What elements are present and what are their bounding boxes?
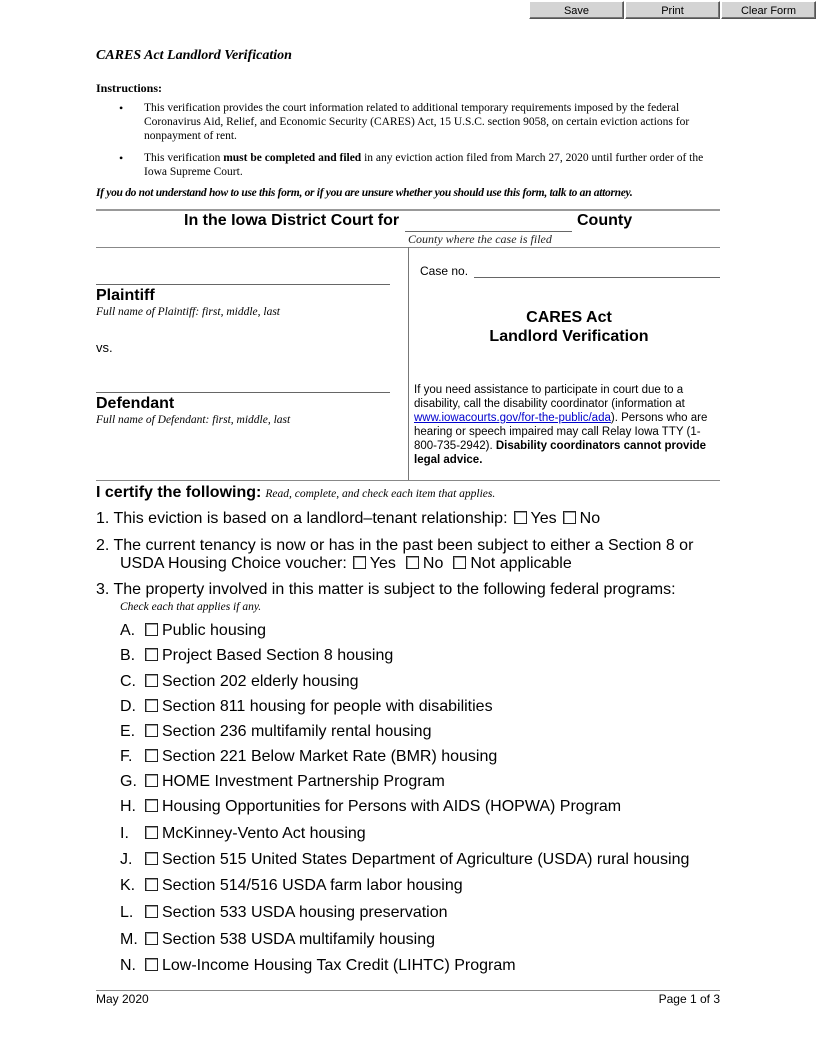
instruction-2: This verification must be completed and filed in any eviction action filed from March 27, 2020 until further order of the Iowa Supreme Court.: [144, 152, 704, 178]
question-2-line-1: 2. The current tenancy is now or has in the past been subject to either a Section 8 or: [96, 537, 694, 554]
program-letter: F.: [120, 748, 133, 765]
program-letter: J.: [120, 851, 133, 868]
program-item: [120, 698, 493, 716]
county-label: County: [577, 212, 633, 229]
program-label: Low-Income Housing Tax Credit (LIHTC) Program: [162, 957, 516, 974]
program-letter: K.: [120, 877, 136, 894]
plaintiff-hint: Full name of Plaintiff: first, middle, last: [96, 306, 280, 318]
program-letter: I.: [120, 825, 129, 842]
save-button[interactable]: Save: [529, 1, 624, 19]
program-letter: H.: [120, 798, 136, 815]
plaintiff-label: Plaintiff: [96, 287, 155, 304]
program-letter: G.: [120, 773, 137, 790]
program-checkbox[interactable]: [145, 958, 158, 971]
program-letter: E.: [120, 723, 136, 740]
program-checkbox[interactable]: [145, 699, 158, 712]
bullet-icon: •: [119, 151, 124, 165]
q1-yes-checkbox[interactable]: [514, 511, 527, 524]
program-item: [120, 622, 266, 640]
footer-page-number: Page 1 of 3: [658, 992, 720, 1006]
program-checkbox[interactable]: [145, 724, 158, 737]
defendant-hint: Full name of Defendant: first, middle, last: [96, 414, 291, 426]
program-checkbox[interactable]: [145, 648, 158, 661]
program-item: [120, 904, 448, 922]
program-checkbox[interactable]: [145, 826, 158, 839]
program-label: HOME Investment Partnership Program: [162, 773, 445, 790]
versus-label: vs.: [96, 340, 113, 355]
program-item: [120, 723, 431, 741]
caption-divider: [408, 247, 409, 480]
program-checkbox[interactable]: [145, 932, 158, 945]
question-2-line-2: USDA Housing Choice voucher: Yes No Not applicable: [120, 555, 572, 572]
program-label: Project Based Section 8 housing: [162, 647, 394, 664]
program-checkbox[interactable]: [145, 878, 158, 891]
program-checkbox[interactable]: [145, 623, 158, 636]
defendant-label: Defendant: [96, 395, 175, 412]
program-checkbox[interactable]: [145, 674, 158, 687]
program-label: McKinney-Vento Act housing: [162, 825, 366, 842]
program-label: Section 514/516 USDA farm labor housing: [162, 877, 463, 894]
footer-divider: [96, 990, 720, 991]
program-item: [120, 773, 445, 791]
footer-date: May 2020: [96, 992, 149, 1006]
program-letter: M.: [120, 931, 138, 948]
program-label: Section 221 Below Market Rate (BMR) housing: [162, 748, 498, 765]
defendant-input[interactable]: [96, 392, 390, 393]
program-label: Section 236 multifamily rental housing: [162, 723, 432, 740]
instruction-1: This verification provides the court information related to additional temporary requirements imposed by the federal Coronavirus Aid, Relief, and Economic Security (CARES) Act, 15 U.S.C. section 9058, on certain eviction actions for nonpayment of rent.: [144, 102, 690, 142]
program-item: [120, 798, 621, 816]
print-button[interactable]: Print: [625, 1, 720, 19]
form-title-line-1: CARES Act: [526, 309, 612, 326]
program-checkbox[interactable]: [145, 852, 158, 865]
instructions-heading: Instructions:: [96, 81, 163, 95]
q2-no-checkbox[interactable]: [406, 556, 419, 569]
divider: [96, 209, 720, 211]
question-3-hint: Check each that applies if any.: [120, 601, 262, 613]
program-item: [120, 673, 359, 691]
case-no-input[interactable]: [474, 277, 720, 278]
form-title-line-2: Landlord Verification: [489, 328, 649, 345]
program-checkbox[interactable]: [145, 749, 158, 762]
program-letter: A.: [120, 622, 136, 639]
program-checkbox[interactable]: [145, 774, 158, 787]
program-letter: C.: [120, 673, 136, 690]
program-label: Section 811 housing for people with disabilities: [162, 698, 493, 715]
program-letter: D.: [120, 698, 136, 715]
program-label: Section 202 elderly housing: [162, 673, 359, 690]
program-item: [120, 647, 393, 665]
case-no-label: Case no.: [420, 264, 469, 278]
program-label: Section 533 USDA housing preservation: [162, 904, 448, 921]
certify-heading: I certify the following: Read, complete, and check each item that applies.: [96, 484, 496, 501]
program-item: [120, 931, 435, 949]
program-item: [120, 748, 497, 766]
question-3: 3. The property involved in this matter is subject to the following federal programs:: [96, 581, 676, 598]
ada-notice: If you need assistance to participate in court due to a disability, call the disability coordinator (information at www.iowacourts.gov/for-the-public/ada). Persons who are hearing or speech impaired may call Relay Iowa TTY (1-800-735-2942). Disability coordinators cannot provide legal advice.: [414, 384, 708, 466]
program-item: [120, 825, 366, 843]
program-label: Public housing: [162, 622, 267, 639]
q2-na-checkbox[interactable]: [453, 556, 466, 569]
question-1: 1. This eviction is based on a landlord–tenant relationship: Yes No: [96, 510, 601, 527]
q1-no-checkbox[interactable]: [563, 511, 576, 524]
q2-yes-checkbox[interactable]: [353, 556, 366, 569]
program-checkbox[interactable]: [145, 799, 158, 812]
county-hint: County where the case is filed: [408, 232, 552, 246]
divider: [96, 480, 720, 481]
program-checkbox[interactable]: [145, 905, 158, 918]
program-label: Section 538 USDA multifamily housing: [162, 931, 436, 948]
document-title: CARES Act Landlord Verification: [96, 48, 292, 63]
bullet-icon: •: [119, 101, 124, 115]
plaintiff-input[interactable]: [96, 284, 390, 285]
program-item: [120, 851, 689, 869]
program-label: Section 515 United States Department of Agriculture (USDA) rural housing: [162, 851, 690, 868]
program-letter: L.: [120, 904, 134, 921]
program-label: Housing Opportunities for Persons with AIDS (HOPWA) Program: [162, 798, 622, 815]
program-item: [120, 957, 516, 975]
clear-form-button[interactable]: Clear Form: [721, 1, 816, 19]
attorney-warning: If you do not understand how to use this form, or if you are unsure whether you should use this form, talk to an attorney.: [96, 187, 633, 199]
ada-link[interactable]: www.iowacourts.gov/for-the-public/ada: [414, 412, 611, 424]
court-heading: In the Iowa District Court for: [184, 212, 400, 229]
program-letter: B.: [120, 647, 136, 664]
program-letter: N.: [120, 957, 136, 974]
program-item: [120, 877, 463, 895]
